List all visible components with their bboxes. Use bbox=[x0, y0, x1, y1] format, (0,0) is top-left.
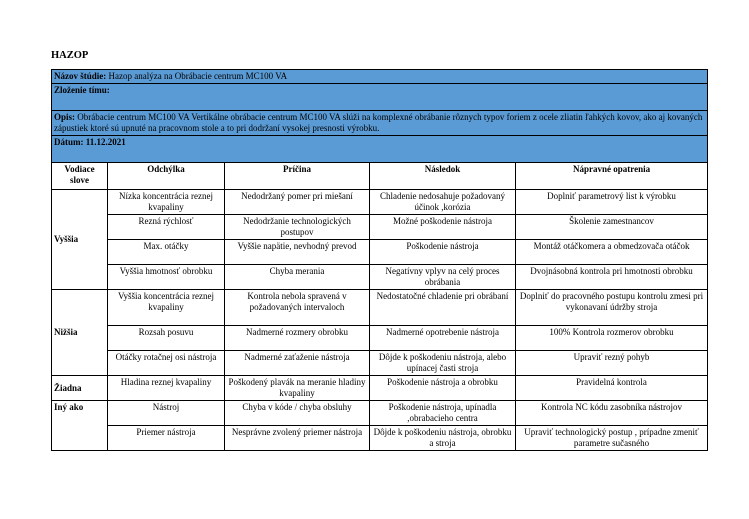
table-row bbox=[52, 326, 708, 351]
cause-cell: Poškodený plavák na meranie hladiny kvapaliny bbox=[225, 376, 370, 401]
table-row bbox=[52, 215, 708, 240]
team-cell bbox=[52, 84, 708, 111]
guide-word-cell: Nižšia bbox=[52, 290, 108, 376]
header-consequence: Následok bbox=[370, 163, 516, 190]
table-row bbox=[52, 265, 708, 290]
action-cell: Školenie zamestnancov bbox=[516, 215, 708, 240]
description-row bbox=[52, 111, 708, 136]
table-row bbox=[52, 351, 708, 376]
consequence-cell: Poškodenie nástroja, upínadla ,obrabacieho centra bbox=[370, 401, 516, 426]
deviation-cell: Rezná rýchlosť bbox=[108, 215, 225, 240]
deviation-cell: Rozsah posuvu bbox=[108, 326, 225, 351]
cause-cell: Chyba v kóde / chyba obsluhy bbox=[225, 401, 370, 426]
cause-cell: Nedodržaný pomer pri miešaní bbox=[225, 190, 370, 215]
date-row bbox=[52, 136, 708, 163]
description-label: Opis: bbox=[54, 112, 76, 122]
table-row bbox=[52, 290, 708, 326]
action-cell: Pravidelná kontrola bbox=[516, 376, 708, 401]
action-cell: 100% Kontrola rozmerov obrobku bbox=[516, 326, 708, 351]
guide-word-cell: Žiadna bbox=[52, 376, 108, 401]
header-guide: Vodiace slove bbox=[52, 163, 108, 190]
header-deviation: Odchýlka bbox=[108, 163, 225, 190]
consequence-cell: Poškodenie nástroja a obrobku bbox=[370, 376, 516, 401]
consequence-cell: Poškodenie nástroja bbox=[370, 240, 516, 265]
consequence-cell: Možné poškodenie nástroja bbox=[370, 215, 516, 240]
cause-cell: Vyššie napätie, nevhodný prevod bbox=[225, 240, 370, 265]
guide-word-cell: Vyššia bbox=[52, 190, 108, 290]
table-row bbox=[52, 401, 708, 426]
table-row bbox=[52, 240, 708, 265]
consequence-cell: Nedostatočné chladenie pri obrábaní bbox=[370, 290, 516, 326]
deviation-cell: Priemer nástroja bbox=[108, 426, 225, 451]
action-cell: Upraviť rezný pohyb bbox=[516, 351, 708, 376]
action-cell: Dvojnásobná kontrola pri hmotnosti obrobku bbox=[516, 265, 708, 290]
table-row bbox=[52, 376, 708, 401]
action-cell: Montáž otáčkomera a obmedzovača otáčok bbox=[516, 240, 708, 265]
cause-cell: Chyba merania bbox=[225, 265, 370, 290]
consequence-cell: Nadmerné opotrebenie nástroja bbox=[370, 326, 516, 351]
description-value: Obrábacie centrum MC100 VA Vertikálne obrábacie centrum MC100 VA slúži na komplexné obrábanie rôznych typov foriem z ocele zliatin ľahkých kovov, ako aj kovaných zápustiek ktoré sú upnuté na pracovnom stole a to pri dodržaní vysokej presnosti výrobku. bbox=[54, 112, 703, 133]
deviation-cell: Vyššia hmotnosť obrobku bbox=[108, 265, 225, 290]
cause-cell: Nadmerné rozmery obrobku bbox=[225, 326, 370, 351]
consequence-cell: Dôjde k poškodeniu nástroja, obrobku a stroja bbox=[370, 426, 516, 451]
header-action: Nápravné opatrenia bbox=[516, 163, 708, 190]
date-cell bbox=[52, 136, 708, 163]
deviation-cell: Nástroj bbox=[108, 401, 225, 426]
table-header-row bbox=[52, 163, 708, 190]
date-value: 11.12.2021 bbox=[85, 137, 126, 147]
consequence-cell: Dôjde k poškodeniu nástroja, alebo upínacej časti stroja bbox=[370, 351, 516, 376]
date-label: Dátum: bbox=[54, 137, 84, 147]
deviation-cell: Otáčky rotačnej osi nástroja bbox=[108, 351, 225, 376]
cause-cell: Nedodržanie technologických postupov bbox=[225, 215, 370, 240]
study-row bbox=[52, 70, 708, 84]
consequence-cell: Chladenie nedosahuje požadovaný účinok ,korózia bbox=[370, 190, 516, 215]
table-row bbox=[52, 190, 708, 215]
team-row bbox=[52, 84, 708, 111]
action-cell: Doplniť parametrový list k výrobku bbox=[516, 190, 708, 215]
action-cell: Upraviť technologický postup , prípadne zmeniť parametre sučasného bbox=[516, 426, 708, 451]
cause-cell: Nesprávne zvolený priemer nástroja bbox=[225, 426, 370, 451]
action-cell: Kontrola NC kódu zasobníka nástrojov bbox=[516, 401, 708, 426]
study-cell bbox=[52, 70, 708, 84]
deviation-cell: Hladina reznej kvapaliny bbox=[108, 376, 225, 401]
cause-cell: Nadmerné zaťaženie nástroja bbox=[225, 351, 370, 376]
guide-word-cell: Iný ako bbox=[52, 401, 108, 451]
deviation-cell: Nízka koncentrácia reznej kvapaliny bbox=[108, 190, 225, 215]
study-value: Hazop analýza na Obrábacie centrum MC100 VA bbox=[108, 71, 288, 81]
deviation-cell: Max. otáčky bbox=[108, 240, 225, 265]
header-cause: Príčina bbox=[225, 163, 370, 190]
cause-cell: Kontrola nebola spravená v požadovaných intervaloch bbox=[225, 290, 370, 326]
deviation-cell: Vyššia koncentrácia reznej kvapaliny bbox=[108, 290, 225, 326]
study-label: Názov štúdie: bbox=[54, 71, 107, 81]
description-cell bbox=[52, 111, 708, 136]
action-cell: Doplniť do pracovného postupu kontrolu zmesi pri vykonavaní údržby stroja bbox=[516, 290, 708, 326]
table-row bbox=[52, 426, 708, 451]
document-title: HAZOP bbox=[51, 50, 89, 61]
consequence-cell: Negatívny vplyv na celý proces obrábania bbox=[370, 265, 516, 290]
team-label: Zloženie tímu: bbox=[54, 85, 110, 95]
hazop-table bbox=[51, 69, 708, 451]
